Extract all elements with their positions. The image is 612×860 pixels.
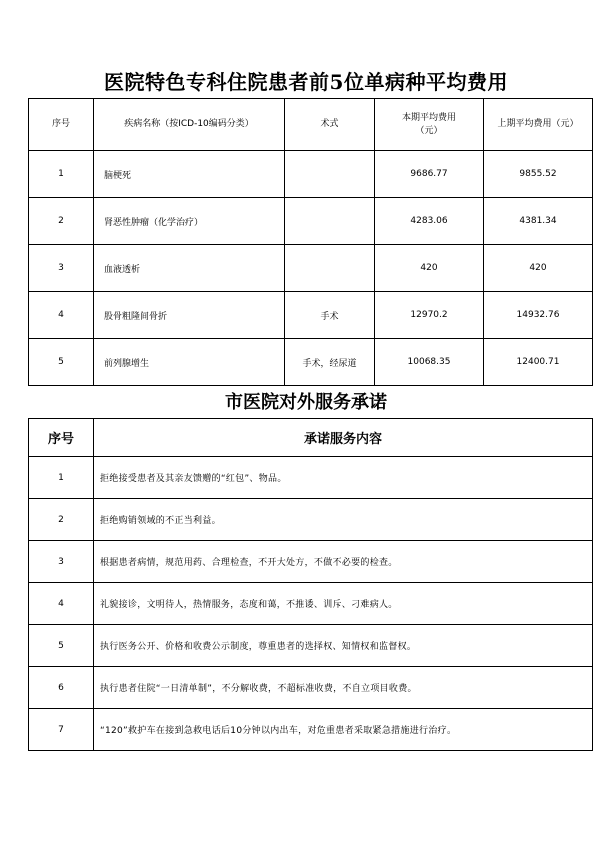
row-previous-cost: 9855.52 (484, 151, 593, 198)
row-no: 1 (29, 457, 94, 499)
header-no: 序号 (29, 419, 94, 457)
row-previous-cost: 420 (484, 245, 593, 292)
row-method (285, 151, 375, 198)
row-content: “120”救护车在接到急救电话后10分钟以内出车，对危重患者采取紧急措施进行治疗。 (94, 709, 593, 751)
service-commitment-table (28, 418, 593, 751)
row-disease: 肾恶性肿瘤（化学治疗） (94, 198, 285, 245)
table-row (29, 292, 593, 339)
header-method: 术式 (285, 99, 375, 151)
table-row (29, 583, 593, 625)
table-row (29, 499, 593, 541)
header-previous-cost: 上期平均费用（元） (484, 99, 593, 151)
header-disease: 疾病名称（按ICD-10编码分类） (94, 99, 285, 151)
table-row (29, 339, 593, 386)
row-method: 手术 (285, 292, 375, 339)
row-disease: 血液透析 (94, 245, 285, 292)
row-no: 3 (29, 245, 94, 292)
header-current-cost-text: 本期平均费用 （元） (401, 112, 456, 136)
disease-cost-table (28, 98, 593, 386)
row-current-cost: 9686.77 (375, 151, 484, 198)
row-no: 3 (29, 541, 94, 583)
row-method (285, 198, 375, 245)
row-current-cost: 10068.35 (375, 339, 484, 386)
table-row (29, 625, 593, 667)
row-no: 2 (29, 499, 94, 541)
row-previous-cost: 14932.76 (484, 292, 593, 339)
table-row (29, 709, 593, 751)
row-disease: 股骨粗隆间骨折 (94, 292, 285, 339)
row-content: 拒绝接受患者及其亲友馈赠的“红包”、物品。 (94, 457, 593, 499)
table-row (29, 198, 593, 245)
row-no: 2 (29, 198, 94, 245)
row-content: 拒绝购销领域的不正当利益。 (94, 499, 593, 541)
row-current-cost: 420 (375, 245, 484, 292)
row-no: 7 (29, 709, 94, 751)
header-content: 承诺服务内容 (94, 419, 593, 457)
row-disease: 脑梗死 (94, 151, 285, 198)
header-current-cost (375, 99, 484, 151)
row-content: 执行患者住院“一日清单制”，不分解收费，不超标准收费，不自立项目收费。 (94, 667, 593, 709)
row-content: 根据患者病情，规范用药、合理检查，不开大处方，不做不必要的检查。 (94, 541, 593, 583)
row-no: 4 (29, 292, 94, 339)
table2-title: 市医院对外服务承诺 (225, 392, 387, 413)
header-no: 序号 (29, 99, 94, 151)
row-method: 手术，经尿道 (285, 339, 375, 386)
table-row (29, 457, 593, 499)
row-method (285, 245, 375, 292)
table-header-row (29, 99, 593, 151)
table-row (29, 245, 593, 292)
row-current-cost: 4283.06 (375, 198, 484, 245)
table-row (29, 541, 593, 583)
row-no: 5 (29, 625, 94, 667)
row-content: 礼貌接诊，文明待人，热情服务，态度和蔼，不推诿、训斥、刁难病人。 (94, 583, 593, 625)
row-no: 4 (29, 583, 94, 625)
table-row (29, 667, 593, 709)
row-previous-cost: 12400.71 (484, 339, 593, 386)
row-content: 执行医务公开、价格和收费公示制度，尊重患者的选择权、知情权和监督权。 (94, 625, 593, 667)
row-previous-cost: 4381.34 (484, 198, 593, 245)
table-header-row (29, 419, 593, 457)
table1-title: 医院特色专科住院患者前5位单病种平均费用 (104, 70, 508, 94)
table-row (29, 151, 593, 198)
row-current-cost: 12970.2 (375, 292, 484, 339)
row-no: 1 (29, 151, 94, 198)
row-no: 5 (29, 339, 94, 386)
row-no: 6 (29, 667, 94, 709)
row-disease: 前列腺增生 (94, 339, 285, 386)
